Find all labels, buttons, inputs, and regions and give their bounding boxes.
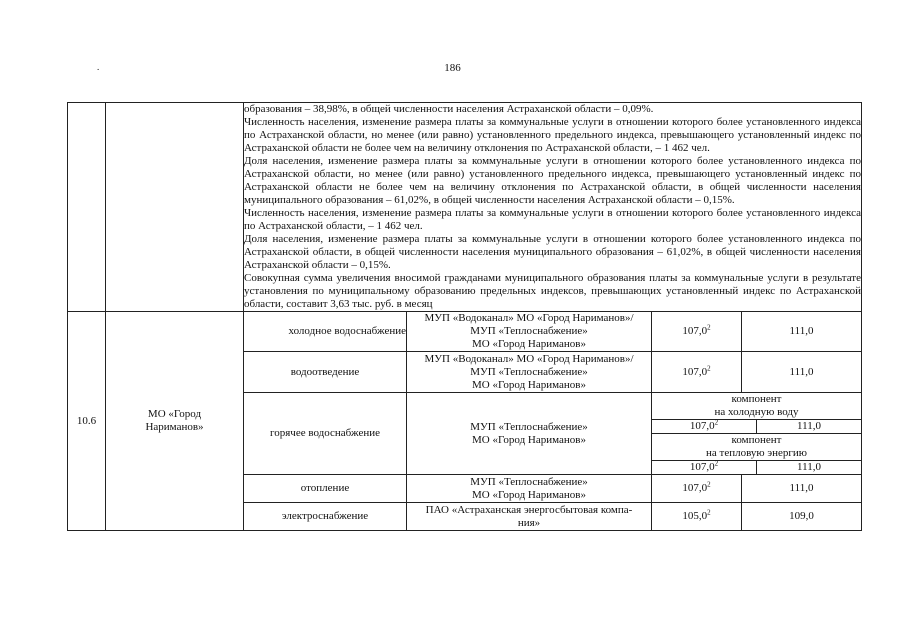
org-line: ния» — [517, 516, 541, 529]
org-line: МО «Город Нариманов» — [472, 488, 586, 501]
tariff-table — [67, 102, 862, 531]
org-line: МУП «Теплоснабжение» — [470, 420, 588, 433]
org-line: МУП «Водоканал» МО «Город Нариманов»/ — [424, 312, 634, 324]
service-name: холодное водоснабжение — [244, 312, 407, 352]
org-line: ПАО «Астраханская энергосбытовая компа- — [425, 503, 633, 516]
paragraph: Численность населения, изменение размера платы за коммунальные услуги в отношении которого более установленного индекса по Астраханской области, но менее (или равно) установленного предельного индекса, превышающего установленный индекс по Астраханской области не более чем на величину отклонения по Астраханской области, – 1 462 чел. — [244, 116, 861, 154]
page-number: 186 — [444, 62, 461, 74]
index-value: 107,0$^2$ — [652, 475, 742, 503]
paragraph: Численность населения, изменение размера платы за коммунальные услуги в отношении которого более установленного индекса по Астраханской области, – 1 462 чел. — [244, 207, 861, 232]
component-values — [652, 460, 861, 474]
municipality-name: МО «Город — [147, 408, 202, 420]
org-line: МУП «Водоканал» МО «Город Нариманов»/ — [424, 352, 634, 365]
org-line: МО «Город Нариманов» — [472, 378, 586, 391]
limit-value: 111,0 — [742, 352, 862, 393]
limit-value: 111,0 — [742, 312, 862, 352]
continuation-row — [68, 103, 862, 312]
component-label: компонент на тепловую энергию — [652, 433, 861, 460]
service-name: горячее водоснабжение — [244, 393, 407, 475]
org-line: МО «Город Нариманов» — [472, 433, 586, 446]
organization — [407, 312, 652, 352]
paragraph: Совокупная сумма увеличения вносимой гражданами муниципального образования платы за коммунальные услуги в результате установления по муниципальному образованию предельных индексов, превышающих установленный индекс по Астраханской области, составит 3,63 тыс. руб. в месяц — [244, 272, 861, 310]
service-name: электроснабжение — [244, 503, 407, 531]
continuation-text — [244, 103, 862, 312]
limit-value: 109,0 — [742, 503, 862, 531]
paragraph: образования – 38,98%, в общей численности населения Астраханской области – 0,09%. — [244, 103, 654, 115]
hot-water-components — [652, 393, 862, 475]
component-values — [652, 419, 861, 433]
limit-value: 111,0 — [742, 475, 862, 503]
limit-value: 111,0 — [756, 420, 861, 433]
municipality-name: Нариманов» — [145, 421, 204, 433]
empty-number-cell — [68, 103, 106, 312]
municipality-cell — [106, 312, 244, 531]
limit-value: 111,0 — [756, 461, 861, 474]
scan-dot: . — [97, 62, 100, 72]
index-value: 107,0$^2$ — [689, 459, 719, 473]
organization — [407, 393, 652, 475]
index-value: 107,0$^2$ — [652, 312, 742, 352]
organization — [407, 475, 652, 503]
organization — [407, 503, 652, 531]
paragraph: Доля населения, изменение размера платы за коммунальные услуги в отношении которого более установленного индекса по Астраханской области, но менее (или равно) установленного предельного индекса, превышающего установленный индекс по Астраханской области не более чем на величину отклонения по Астраханской области, в общей численности населения муниципального образования – 61,02%, в общей численности населения Астраханской области – 0,15%. — [244, 155, 861, 206]
row-number: 10.6 — [68, 312, 106, 531]
org-line: МУП «Теплоснабжение» — [470, 325, 588, 337]
index-value: 107,0$^2$ — [652, 352, 742, 393]
component-label: компонент на холодную воду — [714, 393, 799, 418]
paragraph: Доля населения, изменение размера платы за коммунальные услуги в отношении которого более установленного индекса по Астраханской области, в общей численности населения муниципального образования – 61,02%, в общей численности населения Астраханской области – 0,15%. — [244, 233, 861, 271]
service-name: водоотведение — [244, 352, 407, 393]
org-line: МО «Город Нариманов» — [472, 338, 586, 350]
empty-municipality-cell — [106, 103, 244, 312]
org-line: МУП «Теплоснабжение» — [470, 475, 588, 488]
index-value: 105,0$^2$ — [652, 503, 742, 531]
organization — [407, 352, 652, 393]
org-line: МУП «Теплоснабжение» — [470, 365, 588, 378]
table-row — [68, 312, 862, 352]
index-value: 107,0$^2$ — [689, 418, 719, 432]
service-name: отопление — [244, 475, 407, 503]
